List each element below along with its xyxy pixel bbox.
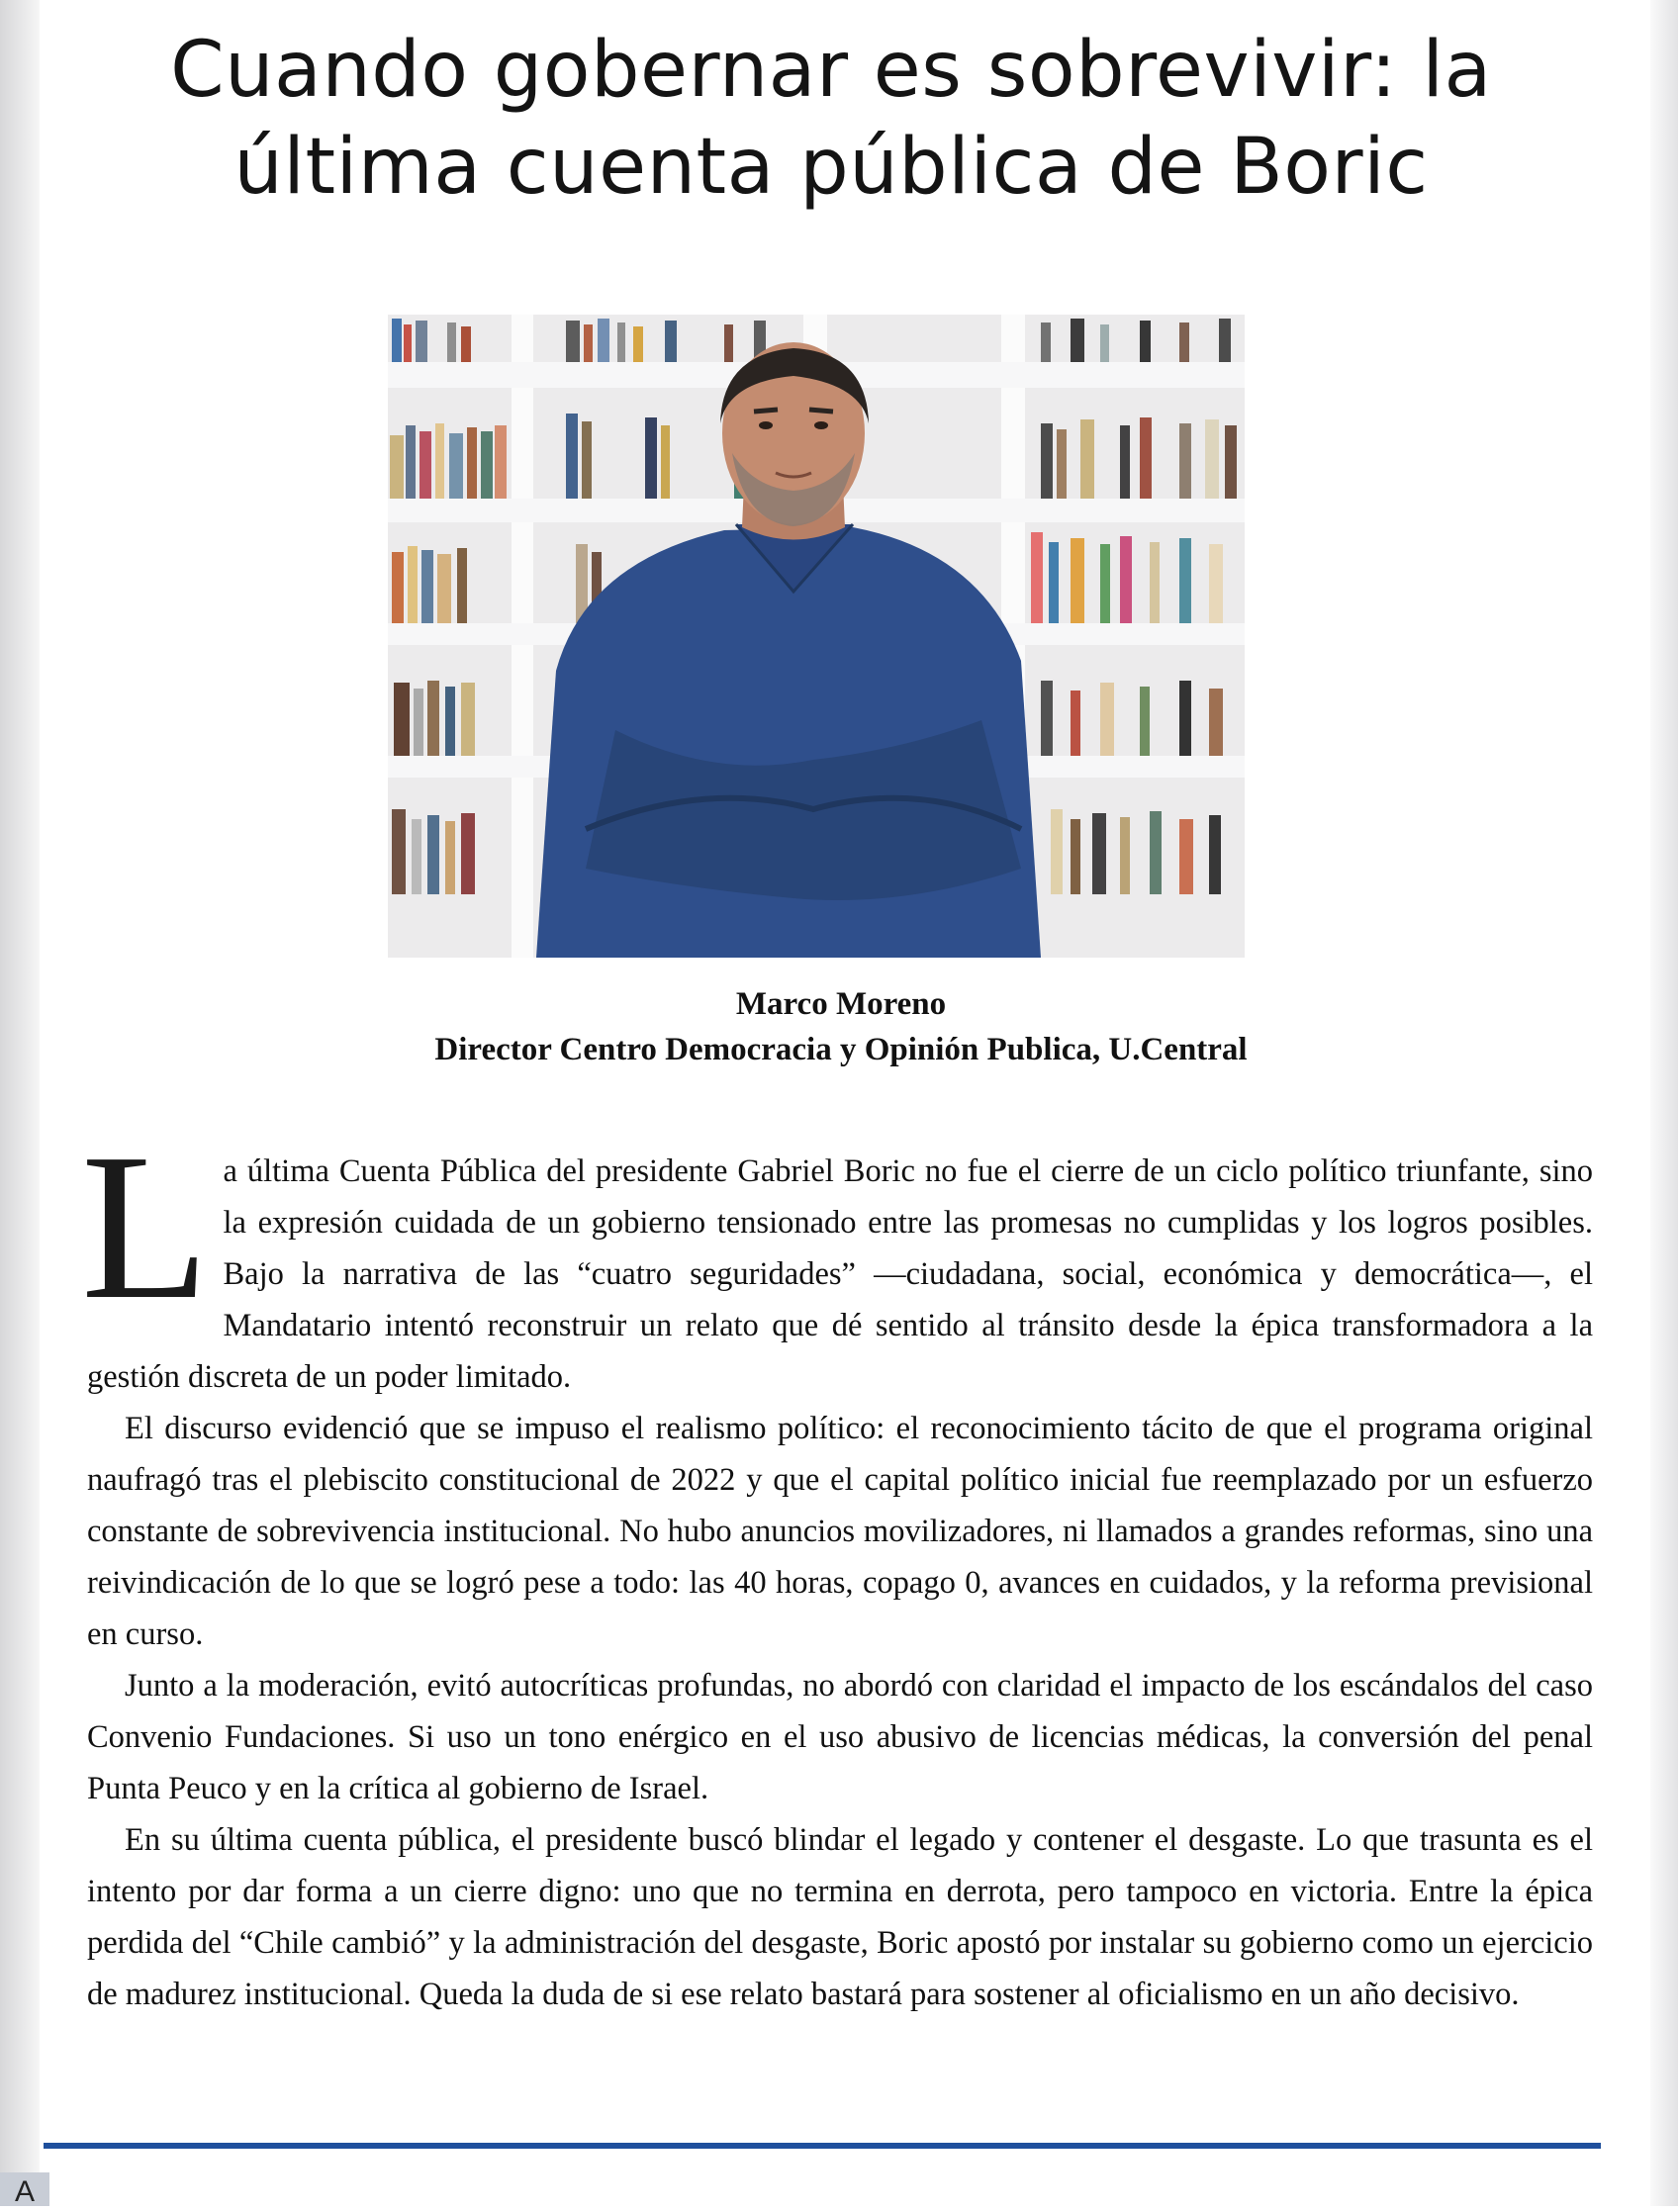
page-edge-left — [0, 0, 40, 2206]
drop-cap: L — [81, 1110, 210, 1342]
author-role: Director Centro Democracia y Opinión Publica, U.Central — [434, 1032, 1248, 1067]
paragraph-1 — [81, 1110, 1593, 1403]
author-portrait-icon — [388, 315, 1245, 958]
title-line-2: última cuenta pública de Boric — [233, 123, 1429, 212]
footer-rule — [44, 2143, 1601, 2149]
article-title — [79, 22, 1583, 216]
corner-tab[interactable]: A — [0, 2172, 49, 2206]
author-name: Marco Moreno — [735, 986, 947, 1022]
article-body — [81, 1110, 1593, 2020]
paragraph-1-text: a última Cuenta Pública del presidente Gabriel Boric no fue el cierre de un ciclo político triunfante, sino la expresión cuidada de un gobierno tensionado entre las promesas no cumplidas y los logros posibles. Bajo la narrativa de las “cuatro seguridades” —ciudadana, social, económica y democrática—, el Mandatario intentó reconstruir un relato que dé sentido al tránsito desde la épica transformadora a la gestión discreta de un poder limitado. — [87, 1153, 1593, 1395]
title-line-1: Cuando gobernar es sobrevivir: la — [170, 26, 1492, 115]
author-photo — [388, 315, 1245, 958]
author-byline — [79, 981, 1603, 1072]
page-edge-right — [1650, 0, 1678, 2206]
paragraph-2: El discurso evidenció que se impuso el realismo político: el reconocimiento tácito de que el programa original naufragó tras el plebiscito constitucional de 2022 y que el capital político inicial fue reemplazado por un esfuerzo constante de sobrevivencia institucional. No hubo anuncios movilizadores, ni llamados a grandes reformas, sino una reivindicación de lo que se logró pese a todo: las 40 horas, copago 0, avances en cuidados, y la reforma previsional en curso. — [87, 1411, 1593, 1652]
paragraph-3: Junto a la moderación, evitó autocríticas profundas, no abordó con claridad el impacto de los escándalos del caso Convenio Fundaciones. Si uso un tono enérgico en el uso abusivo de licencias médicas, la conversión del penal Punta Peuco y en la crítica al gobierno de Israel. — [87, 1668, 1593, 1806]
paragraph-4: En su última cuenta pública, el presidente buscó blindar el legado y contener el desgaste. Lo que trasunta es el intento por dar forma a un cierre digno: uno que no termina en derrota, pero tampoco en victoria. Entre la épica perdida del “Chile cambió” y la administración del desgaste, Boric apostó por instalar su gobierno como un ejercicio de madurez institucional. Queda la duda de si ese relato bastará para sostener al oficialismo en un año decisivo. — [87, 1822, 1593, 2012]
